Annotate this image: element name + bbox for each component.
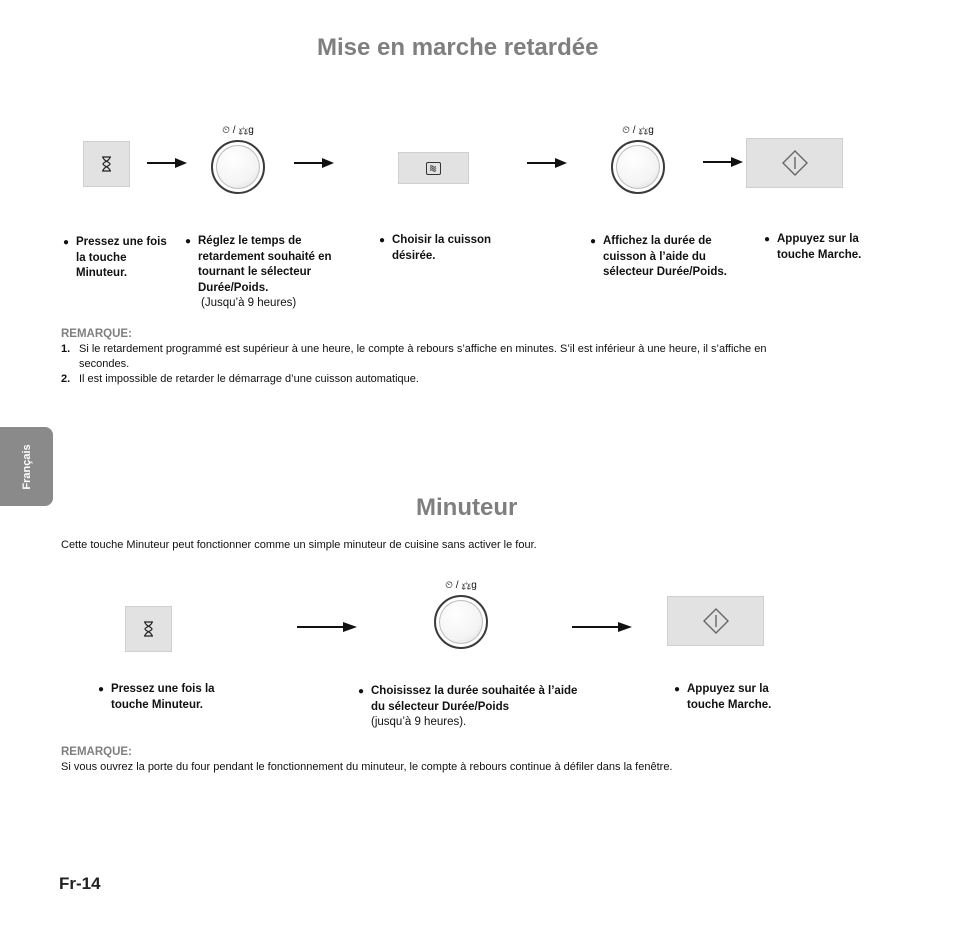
right-arrow-icon (294, 158, 334, 168)
dial-label: ⏲ / ⚖g (445, 580, 477, 591)
start-diamond-icon (702, 607, 730, 635)
hourglass-icon (101, 156, 112, 172)
right-arrow-icon (572, 622, 632, 632)
hourglass-icon (143, 621, 154, 637)
intro-text: Cette touche Minuteur peut fonctionner comme un simple minuteur de cuisine sans activer le four. (61, 539, 537, 551)
dial-label: ⏲ / ⚖g (622, 125, 654, 136)
page-number: Fr-14 (59, 874, 101, 893)
step-2: ● Réglez le temps de retardement souhaité en tournant le sélecteur Durée/Poids. (Jusqu’à 9 heures) (185, 234, 348, 312)
timer-key[interactable] (83, 141, 130, 187)
step-1: ● Pressez une fois la touche Minuteur. (98, 683, 215, 711)
remark-text: Si vous ouvrez la porte du four pendant le fonctionnement du minuteur, le compte à rebours continue à défiler dans la fenêtre. (61, 761, 673, 773)
step-2: ● Choisissez la durée souhaitée à l’aide du sélecteur Durée/Poids (jusqu’à 9 heures). (358, 684, 581, 731)
time-weight-dial[interactable] (209, 125, 267, 194)
time-weight-dial-icon (211, 140, 265, 194)
step-3: ● Choisir la cuisson désirée. (379, 234, 492, 262)
section1-title: Mise en marche retardée (317, 34, 599, 61)
time-weight-dial[interactable] (609, 125, 667, 194)
step-note: (jusqu’à 9 heures). (371, 716, 467, 728)
language-tab-label: Français (20, 443, 33, 490)
right-arrow-icon (703, 157, 743, 167)
remark-item: 1. Si le retardement programmé est supérieur à une heure, le compte à rebours s’affiche en minutes. S’il est inférieur à une heure, il s’affiche en secondes. (61, 343, 767, 370)
step-5: ● Appuyez sur la touche Marche. (764, 233, 862, 261)
step-3: ● Appuyez sur la touche Marche. (674, 683, 772, 711)
start-key[interactable] (667, 596, 764, 646)
remark-title: REMARQUE: (61, 328, 132, 340)
remark-title: REMARQUE: (61, 746, 132, 758)
start-key[interactable] (746, 138, 843, 188)
remark-block (61, 327, 801, 387)
time-weight-dial-icon (434, 595, 488, 649)
dial-label: ⏲ / ⚖g (222, 125, 254, 136)
section2-title: Minuteur (416, 494, 518, 521)
remark-block (61, 745, 841, 775)
language-tab (0, 427, 53, 506)
remark-item: 2. Il est impossible de retarder le démarrage d’une cuisson automatique. (61, 373, 419, 385)
cooking-mode-icon (426, 162, 441, 175)
right-arrow-icon (297, 622, 357, 632)
start-diamond-icon (781, 149, 809, 177)
step-1: ● Pressez une fois la touche Minuteur. (63, 236, 167, 279)
time-weight-dial-icon (611, 140, 665, 194)
step-4: ● Affichez la durée de cuisson à l’aide du sélecteur Durée/Poids. (590, 235, 727, 278)
time-weight-dial[interactable] (432, 580, 490, 649)
cooking-mode-key[interactable] (398, 152, 469, 184)
right-arrow-icon (147, 158, 187, 168)
timer-key[interactable] (125, 606, 172, 652)
step-note: (Jusqu’à 9 heures) (201, 297, 297, 309)
right-arrow-icon (527, 158, 567, 168)
